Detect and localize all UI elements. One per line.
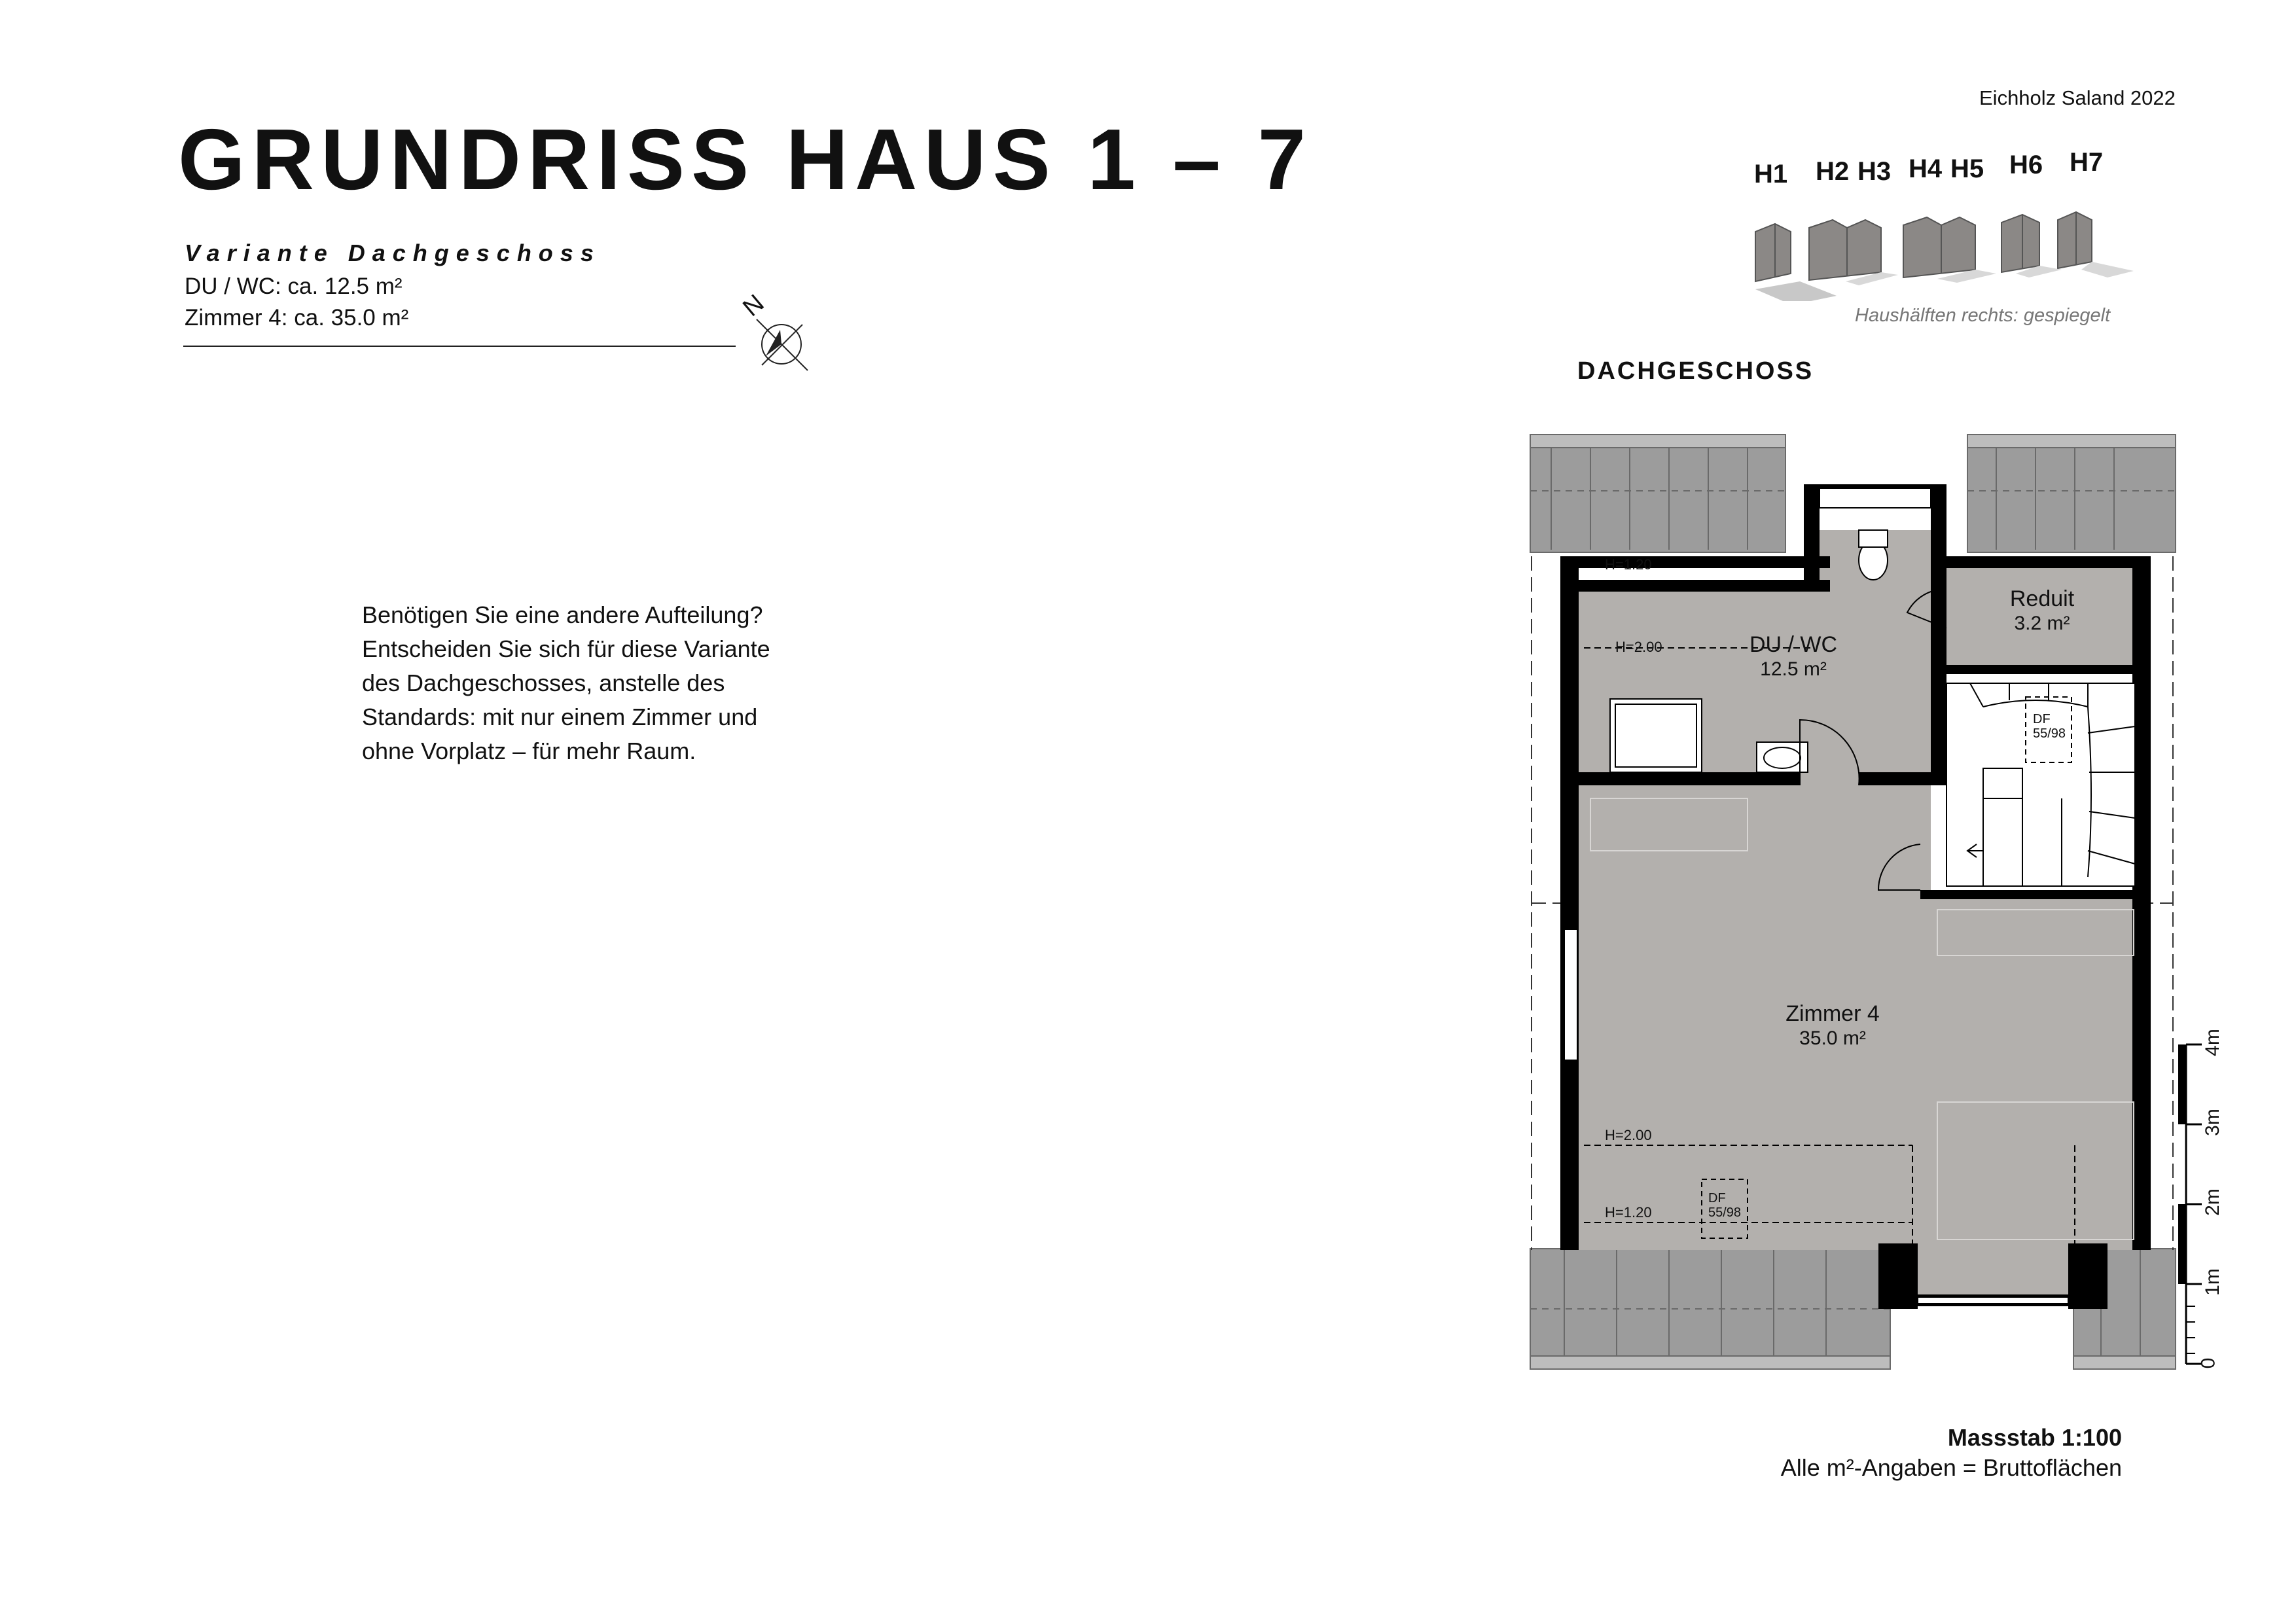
area-room-text: Zimmer 4: ca. 35.0 m² [185, 305, 409, 330]
roof-dormer-bottom-left [1530, 1249, 1890, 1369]
scale-tick-label: 3m [2201, 1109, 2223, 1136]
scale-tick-label: 4m [2201, 1029, 2223, 1056]
room-zimmer4-name: Zimmer 4 [1785, 1001, 1880, 1026]
house-label-h6: H6 [2009, 151, 2043, 179]
description-line: Entscheiden Sie sich für diese Variante [362, 635, 770, 662]
floor-label: DACHGESCHOSS [1577, 357, 1814, 385]
room-reduit [1964, 586, 2121, 636]
room-zimmer4-area: 35.0 m² [1799, 1027, 1866, 1049]
house-label-h4: H4 [1909, 154, 1943, 183]
scale-bar [2173, 1029, 2265, 1374]
description-line: des Dachgeschosses, anstelle des [362, 669, 725, 696]
height-label: H=1.20 [1605, 1204, 1652, 1221]
description-text [362, 598, 833, 768]
room-zimmer4 [1754, 1001, 1911, 1051]
house-label-h1: H1 [1754, 160, 1788, 188]
height-label: H=2.00 [1605, 1127, 1652, 1143]
house-label-h2: H2 [1816, 157, 1850, 186]
height-label: H=1.20 [1605, 556, 1652, 573]
room-reduit-name: Reduit [2009, 586, 2075, 611]
room-reduit-area: 3.2 m² [2014, 613, 2070, 634]
room-bath [1715, 632, 1872, 682]
height-label: H=2.00 [1615, 639, 1662, 655]
variant-subtitle: Variante Dachgeschoss [185, 240, 601, 266]
skylight-label: DF 55/98 [1708, 1191, 1742, 1220]
page-title: GRUNDRISS HAUS 1 – 7 [178, 111, 1313, 207]
project-label: Eichholz Saland 2022 [1979, 86, 2176, 109]
scale-tick-label: 1m [2201, 1268, 2223, 1296]
room-bath-name: DU / WC [1749, 632, 1838, 657]
floor-plan-drawing [1525, 432, 2179, 1374]
roof-dormer-top-left [1530, 435, 1785, 552]
roof-dormer-top-right [1967, 435, 2176, 552]
area-note: Alle m²-Angaben = Bruttoflächen [1780, 1454, 2122, 1481]
compass-north-label: N [738, 289, 770, 323]
description-line: Standards: mit nur einem Zimmer und [362, 704, 758, 730]
scale-tick-label: 2m [2201, 1188, 2223, 1216]
description-line: Benötigen Sie eine andere Aufteilung? [362, 601, 763, 628]
scale-label: Massstab 1:100 [1947, 1424, 2122, 1451]
floor-plan [1525, 432, 2179, 1374]
title-divider [183, 346, 736, 347]
house-label-h3: H3 [1857, 157, 1892, 186]
mirror-note: Haushälften rechts: gespiegelt [1855, 305, 2111, 326]
house-selector [1741, 131, 2160, 301]
description-line: ohne Vorplatz – für mehr Raum. [362, 738, 696, 764]
compass [740, 288, 818, 380]
area-bath-text: DU / WC: ca. 12.5 m² [185, 274, 403, 299]
house-label-h7: H7 [2070, 148, 2104, 177]
house-label-h5: H5 [1950, 154, 1984, 183]
house-row-icon [1741, 209, 2160, 301]
room-bath-area: 12.5 m² [1760, 658, 1827, 680]
scale-tick-label: 0 [2197, 1357, 2219, 1369]
skylight-label: DF 55/98 [2033, 712, 2066, 741]
